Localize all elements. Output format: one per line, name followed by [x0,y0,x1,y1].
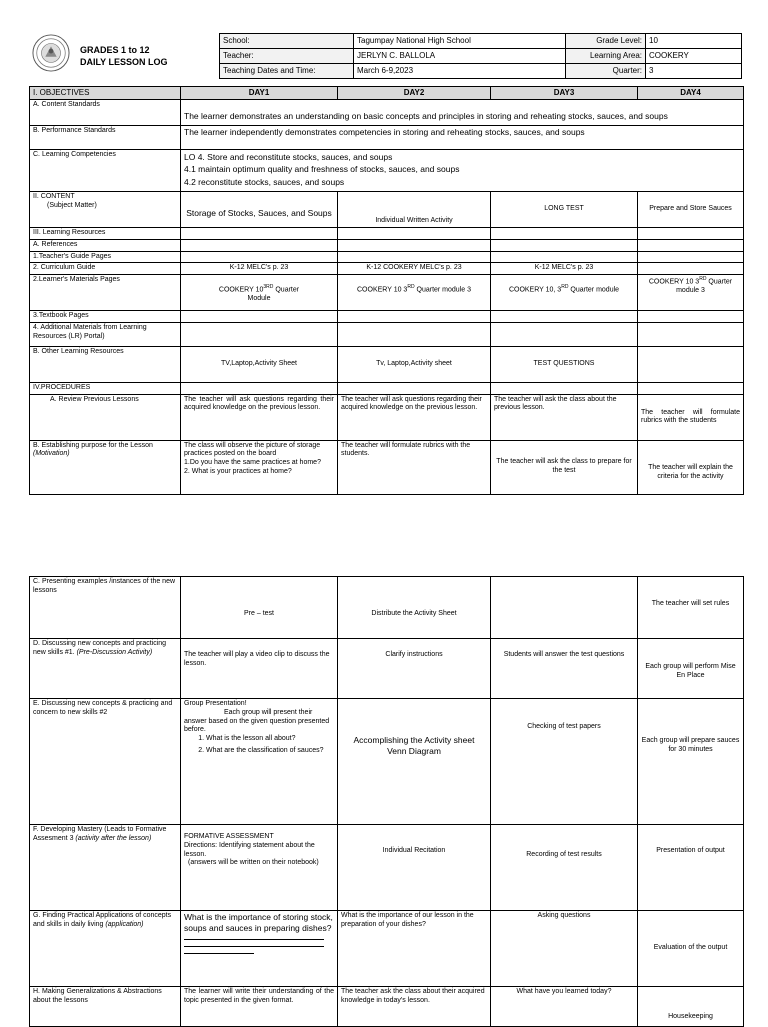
lm-d3-part-b: Quarter module [568,286,620,294]
lm-d4-part-b: Quarter [706,278,733,286]
content-heading: II. CONTENT [33,193,75,200]
lm-d1-part-a: COOKERY 10 [218,286,264,294]
importance-question: What is the importance of storing stock, soups and sauces in preparing dishes? [184,912,333,933]
day2-header: DAY2 [338,87,491,100]
generalizations-day2: The teacher ask the class about their acquired knowledge in today's lesson. [338,987,491,1027]
review-day1: The teacher will ask questions regarding their acquired knowledge on the previous lesson. [181,394,338,440]
generalizations-label: H. Making Generalizations & Abstractions about the lessons [30,987,181,1027]
purpose-day2: The teacher will formulate rubrics with the students. [338,440,491,494]
dates-value: March 6-9,2023 [354,64,566,79]
developing-mastery-text: F. Developing Mastery (Leads to Formative Assesment 3 [33,826,167,842]
discussing-2-day2 [338,699,491,825]
lm-d2-part-b: Quarter module 3 [414,286,471,294]
purpose-d1-line-2: 1.Do you have the same practices at home? [184,459,321,466]
performance-standards-label: B. Performance Standards [30,126,181,150]
practical-applications-italic: (application) [105,920,144,928]
lm-d1-sup-num: 3 [263,284,267,290]
purpose-d1-line-1: The class will observe the picture of storage practices posted on the board [184,441,321,458]
lm-d4-part-c: module 3 [676,287,705,295]
content-day2: Individual Written Activity [338,192,491,228]
discussing-1-label [30,639,181,699]
practical-applications-day2: What is the importance of our lesson in the preparation of your dishes? [338,911,491,987]
other-resources-day1: TV,Laptop,Activity Sheet [181,346,338,382]
learners-materials-day3 [491,275,638,311]
discussing-2-label: E. Discussing new concepts & practicing and concern to new skills #2 [30,699,181,825]
lm-d2-sup: RD [407,284,415,290]
lm-d1-part-b: Quarter [273,286,300,294]
developing-mastery-day4: Presentation of output [638,825,744,911]
developing-mastery-day2: Individual Recitation [338,825,491,911]
purpose-day4: The teacher will explain the criteria for the activity [638,440,744,494]
lc-line-1: LO 4. Store and reconstitute stocks, sauces, and soups [184,152,393,162]
grade-value: 10 [646,34,742,49]
group-presentation-heading: Group Presentation! [184,700,247,707]
discussing-2-day3: Checking of test papers [491,699,638,825]
learning-resources-label: III. Learning Resources [30,228,181,240]
school-value: Tagumpay National High School [354,34,566,49]
discussing-1-day4: Each group will perform Mise En Place [638,639,744,699]
presenting-day1: Pre – test [181,577,338,639]
curriculum-guide-day3: K-12 MELC's p. 23 [491,263,638,275]
teachers-guide-label: 1.Teacher's Guide Pages [30,251,181,263]
day3-header: DAY3 [491,87,638,100]
lm-d4-part-a: COOKERY 10 3 [648,278,700,286]
teacher-value: JERLYN C. BALLOLA [354,49,566,64]
lc-line-3: 4.2 reconstitute stocks, sauces, and soups [184,176,345,187]
lm-d3-sup: RD [561,284,569,290]
presenting-examples-label: C. Presenting examples /instances of the new lessons [30,577,181,639]
discussing-1-day1: The teacher will play a video clip to discuss the lesson. [181,639,338,699]
learners-materials-day2 [338,275,491,311]
curriculum-guide-day1: K-12 MELC's p. 23 [181,263,338,275]
other-resources-day2: Tv, Laptop,Activity sheet [338,346,491,382]
quarter-label: Quarter: [566,64,646,79]
practical-applications-day4: Evaluation of the output [638,911,744,987]
log-title [80,45,168,68]
purpose-day1 [181,440,338,494]
developing-mastery-day3: Recording of test results [491,825,638,911]
learning-competencies-label: C. Learning Competencies [30,150,181,192]
quarter-value: 3 [646,64,742,79]
review-day2: The teacher will ask questions regarding their acquired knowledge on the previous lesson. [338,394,491,440]
performance-standards-text: The learner independently demonstrates competencies in storing and reheating stocks, sauces, and soups [181,126,744,150]
generalizations-day1: The learner will write their understanding of the topic presented in the given format. [181,987,338,1027]
teacher-label: Teacher: [220,49,354,64]
day1-header: DAY1 [181,87,338,100]
lm-d4-sup: RD [699,276,707,282]
lc-line-2: 4.1 maintain optimum quality and freshness of stocks, sauces, and soups [184,164,460,175]
lesson-table-1 [29,86,744,495]
subject-matter-label: (Subject Matter) [47,201,97,209]
purpose-d1-line-3: 2. What is your practices at home? [184,467,292,475]
other-resources-label: B. Other Learning Resources [30,346,181,382]
formative-assessment-heading: FORMATIVE ASSESSMENT [184,833,274,840]
lm-d2-part-a: COOKERY 10 3 [357,286,408,294]
dates-label: Teaching Dates and Time: [220,64,354,79]
practical-applications-day3: Asking questions [491,911,638,987]
deped-seal-logo [32,34,70,72]
review-day4: The teacher will formulate rubrics with the students [638,394,744,440]
content-day1: Storage of Stocks, Sauces, and Soups [181,192,338,228]
generalizations-day4: Housekeeping [638,987,744,1027]
title-line-1: GRADES 1 to 12 [80,45,150,55]
discussing-1-text: D. Discussing new concepts and practicing new skills #1. [33,640,167,656]
activity-sheet-text: Accomplishing the Activity sheet [353,735,475,745]
area-label: Learning Area: [566,49,646,64]
developing-mastery-italic: (activity after the lesson) [75,834,152,842]
generalizations-day3: What have you learned today? [491,987,638,1027]
content-standards-label: A. Content Standards [30,100,181,126]
purpose-label-italic: (Motivation) [33,450,70,458]
question-list [184,735,334,756]
answer-line-1 [184,933,324,940]
presenting-day4: The teacher will set rules [638,577,744,639]
curriculum-guide-label: 2. Curriculum Guide [30,263,181,275]
practical-applications-text: G. Finding Practical Applications of concepts and skills in daily living [33,912,172,928]
lesson-table-2 [29,576,744,1027]
discussing-1-italic: (Pre-Discussion Activity) [76,648,153,656]
curriculum-guide-day2: K-12 COOKERY MELC's p. 23 [338,263,491,275]
content-standards-text: The learner demonstrates an understanding on basic concepts and principles in storing and reheating stocks, sauces, and soups [181,100,744,126]
venn-diagram-text: Venn Diagram [387,745,441,756]
review-day3: The teacher will ask the class about the previous lesson. [491,394,638,440]
area-value: COOKERY [646,49,742,64]
discussing-1-day3: Students will answer the test questions [491,639,638,699]
discussing-2-day4: Each group will prepare sauces for 30 minutes [638,699,744,825]
practical-applications-day1 [181,911,338,987]
objectives-label: I. OBJECTIVES [30,87,181,100]
discussing-2-day1 [181,699,338,825]
lm-d1-sup: RD [266,284,274,290]
review-lessons-label: A. Review Previous Lessons [30,394,181,440]
purpose-day3: The teacher will ask the class to prepare for the test [491,440,638,494]
grade-label: Grade Level: [566,34,646,49]
content-day3: LONG TEST [491,192,638,228]
textbook-pages-label: 3.Textbook Pages [30,311,181,323]
learners-materials-label: 2.Learner's Materials Pages [30,275,181,311]
developing-mastery-label [30,825,181,911]
purpose-label-text: B. Establishing purpose for the Lesson [33,441,153,449]
header-info-table [219,33,742,79]
lm-d1-part-c: Module [247,295,271,303]
presenting-day2: Distribute the Activity Sheet [338,577,491,639]
procedures-label: IV.PROCEDURES [30,382,181,394]
references-label: A. References [30,239,181,251]
content-day4: Prepare and Store Sauces [638,192,744,228]
content-label [30,192,181,228]
lm-d3-part-a: COOKERY 10, 3 [508,286,562,294]
formative-directions: Directions: Identifying statement about the lesson. [184,841,315,858]
learners-materials-day4 [638,275,744,311]
answer-line-2 [184,940,324,947]
answer-line-3 [184,947,254,954]
learning-competencies-text [181,150,744,192]
other-resources-day3: TEST QUESTIONS [491,346,638,382]
discussing-1-day2: Clarify instructions [338,639,491,699]
practical-applications-label [30,911,181,987]
school-label: School: [220,34,354,49]
developing-mastery-day1 [181,825,338,911]
title-line-2: DAILY LESSON LOG [80,56,168,67]
establishing-purpose-label [30,440,181,494]
group-presentation-text: Each group will present their answer based on the given question presented before. [184,708,330,734]
question-2: 2. What are the classification of sauces? [206,747,334,756]
question-1: 1. What is the lesson all about? [206,735,334,744]
additional-materials-label: 4. Additional Materials from Learning Resources (LR) Portal) [30,322,181,346]
learners-materials-day1 [181,275,338,311]
day4-header: DAY4 [638,87,744,100]
formative-note: (answers will be written on their notebook) [188,859,319,867]
